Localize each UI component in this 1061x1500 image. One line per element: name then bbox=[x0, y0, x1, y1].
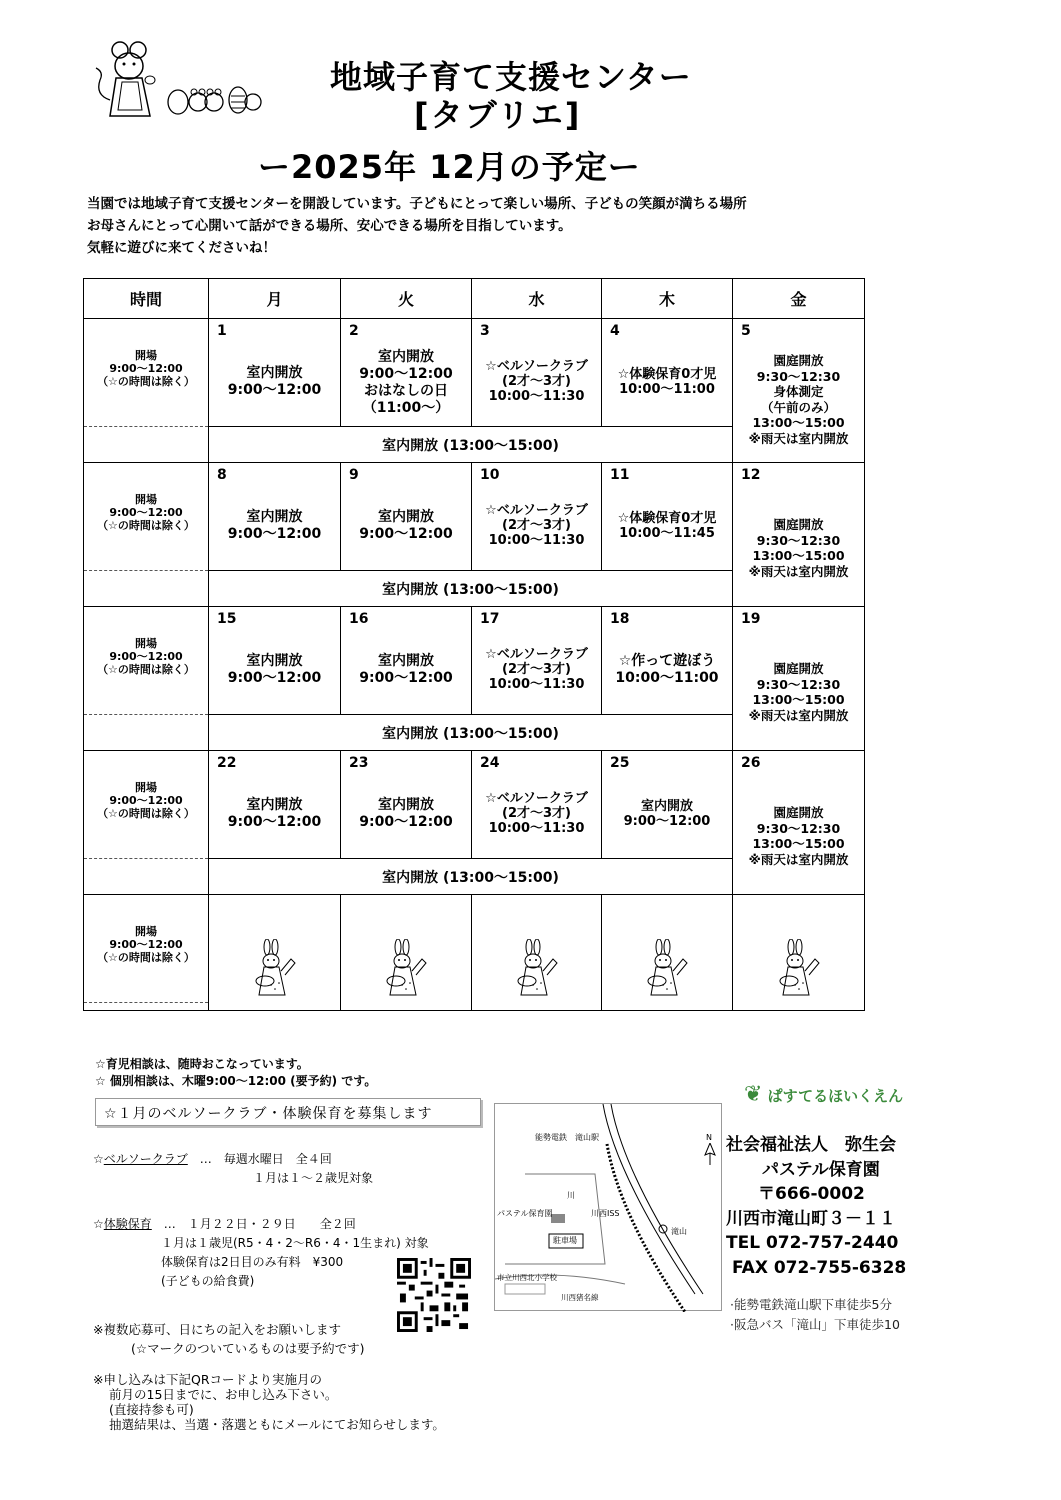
apply-line: (直接持参も可) bbox=[109, 1402, 194, 1417]
page-subtitle: [タブリエ] bbox=[414, 96, 582, 134]
day-number: 26 bbox=[741, 755, 761, 771]
week-row bbox=[84, 607, 865, 715]
event-line: 園庭開放 bbox=[773, 661, 824, 676]
day-cell bbox=[472, 463, 602, 571]
empty-day-cell bbox=[341, 895, 472, 1011]
time-label-line: 開場 bbox=[135, 493, 157, 506]
org-fax: FAX 072-755-6328 bbox=[732, 1257, 907, 1278]
time-label-line: （☆の時間は除く） bbox=[97, 807, 195, 820]
nursery-logo bbox=[744, 1082, 903, 1107]
day-number: 1 bbox=[217, 323, 227, 339]
time-label-line: 9:00〜12:00 bbox=[109, 938, 183, 951]
header-mon: 月 bbox=[209, 279, 341, 319]
apply-line: 抽選結果は、当選・落選ともにメールにてお知らせします。 bbox=[109, 1417, 445, 1432]
multi-line: (☆マークのついているものは要予約です) bbox=[131, 1341, 365, 1356]
bunny-icon bbox=[515, 939, 559, 999]
event-line: おはなしの日 bbox=[364, 383, 448, 399]
event-line: 室内開放 bbox=[378, 797, 434, 813]
event-line: 9:00〜12:00 bbox=[227, 670, 322, 686]
day-event bbox=[733, 661, 864, 723]
bell-club-info: ☆ベルソークラブ … 毎週水曜日 全４回 １月は１〜２歳児対象 bbox=[93, 1150, 373, 1188]
event-line: ☆ベルソークラブ bbox=[485, 503, 588, 518]
intro-line: お母さんにとって心開いて話ができる場所、安心できる場所を目指しています。 bbox=[87, 218, 572, 234]
event-line: 9:30〜12:30 bbox=[756, 532, 841, 548]
header-thu: 木 bbox=[602, 279, 733, 319]
day-number: 24 bbox=[480, 755, 500, 771]
trial-title: 体験保育 bbox=[103, 1217, 152, 1231]
map-road-label: 川西猪名線 bbox=[561, 1293, 599, 1302]
event-line: 10:00〜11:00 bbox=[619, 382, 715, 397]
day-number: 22 bbox=[217, 755, 237, 771]
bunny-icon bbox=[645, 939, 689, 999]
day-number: 2 bbox=[349, 323, 359, 339]
multi-note bbox=[93, 1320, 364, 1358]
event-line: (2才〜3才) bbox=[502, 806, 571, 821]
day-cell bbox=[341, 751, 472, 859]
trial-detail: … １月２２日・２９日 全２回 bbox=[163, 1217, 356, 1231]
afternoon-open: 室内開放 (13:00〜15:00) bbox=[209, 427, 733, 463]
event-line: (2才〜3才) bbox=[502, 662, 571, 677]
event-line: ☆作って遊ぼう bbox=[618, 653, 716, 669]
day-number: 23 bbox=[349, 755, 369, 771]
empty-day-cell bbox=[602, 895, 733, 1011]
day-event bbox=[209, 365, 340, 399]
map-iss-label: 川西ISS bbox=[591, 1209, 620, 1218]
event-line: 9:00〜12:00 bbox=[359, 526, 453, 542]
day-cell bbox=[733, 319, 865, 463]
empty-day-cell bbox=[472, 895, 602, 1011]
time-cell bbox=[84, 319, 209, 463]
week-row bbox=[84, 463, 865, 571]
event-line: ☆ベルソークラブ bbox=[485, 359, 588, 374]
bell-club-target: １月は１〜２歳児対象 bbox=[253, 1171, 374, 1185]
week-row bbox=[84, 895, 865, 1011]
consultation-notes bbox=[95, 1056, 376, 1090]
day-cell bbox=[602, 607, 733, 715]
access-line: 阪急バス「滝山」下車徒歩10 bbox=[733, 1317, 900, 1332]
map-mountain-label: 滝山 bbox=[671, 1227, 687, 1236]
event-line: 9:30〜12:30 bbox=[756, 676, 841, 692]
time-label-line: （☆の時間は除く） bbox=[97, 375, 195, 388]
bunny-icon bbox=[384, 939, 428, 999]
time-label-line: 開場 bbox=[135, 925, 157, 938]
day-cell bbox=[472, 751, 602, 859]
event-line: ※雨天は室内開放 bbox=[748, 430, 849, 446]
time-cell bbox=[84, 751, 209, 895]
event-line: ☆体験保育0才児 bbox=[617, 511, 717, 526]
time-label bbox=[84, 319, 208, 388]
note-line: ☆ 個別相談は、木曜9:00〜12:00 (要予約) です。 bbox=[95, 1074, 377, 1088]
day-event bbox=[472, 359, 601, 404]
day-number: 11 bbox=[610, 467, 630, 483]
day-event bbox=[733, 353, 864, 446]
day-cell bbox=[472, 607, 602, 715]
page-title: 地域子育て支援センター bbox=[330, 58, 692, 96]
header-tue: 火 bbox=[341, 279, 472, 319]
header-fri: 金 bbox=[733, 279, 865, 319]
day-event bbox=[602, 799, 732, 829]
time-label-line: 9:00〜12:00 bbox=[109, 650, 183, 663]
map-school-label: 市立川西北小学校 bbox=[497, 1273, 557, 1282]
day-event bbox=[602, 653, 732, 687]
empty-day-cell bbox=[733, 895, 865, 1011]
apply-note bbox=[93, 1372, 445, 1432]
event-line: 10:00〜11:45 bbox=[619, 526, 715, 541]
week-row bbox=[84, 319, 865, 427]
time-label-line: （☆の時間は除く） bbox=[97, 663, 195, 676]
map-station-label: 能勢電鉄 滝山駅 bbox=[535, 1133, 599, 1142]
time-label bbox=[84, 895, 208, 964]
event-line: 9:00〜12:00 bbox=[359, 670, 453, 686]
multi-line: ※複数応募可、日にちの記入をお願いします bbox=[93, 1322, 341, 1337]
day-cell bbox=[341, 607, 472, 715]
organization-info bbox=[726, 1133, 906, 1280]
day-cell bbox=[733, 751, 865, 895]
day-event bbox=[341, 509, 471, 543]
day-cell bbox=[733, 607, 865, 751]
access-info: ·能勢電鉄滝山駅下車徒歩5分 ·阪急バス「滝山」下車徒歩10 bbox=[730, 1297, 900, 1332]
north-indicator: N bbox=[706, 1133, 712, 1142]
day-event bbox=[602, 511, 732, 541]
day-number: 25 bbox=[610, 755, 630, 771]
event-line: 13:00〜15:00 bbox=[752, 836, 845, 851]
mouse-illustration bbox=[90, 40, 270, 125]
day-number: 12 bbox=[741, 467, 761, 483]
schedule-calendar bbox=[83, 278, 865, 1011]
note-line: ☆育児相談は、随時おこなっています。 bbox=[95, 1057, 309, 1071]
time-label-line: （☆の時間は除く） bbox=[97, 951, 195, 964]
event-line: 9:30〜12:30 bbox=[756, 368, 841, 384]
day-number: 4 bbox=[610, 323, 620, 339]
event-line: 10:00〜11:30 bbox=[488, 821, 585, 836]
time-label-line: 開場 bbox=[135, 637, 157, 650]
intro-line: 当園では地域子育て支援センターを開設しています。子どもにとって楽しい場所、子どもの笑顔が満ちる場所 bbox=[87, 196, 747, 212]
event-line: 園庭開放 bbox=[773, 805, 824, 820]
time-cell bbox=[84, 463, 209, 607]
event-line: 9:00〜12:00 bbox=[227, 814, 322, 830]
day-event bbox=[209, 653, 340, 687]
day-cell bbox=[602, 319, 733, 427]
trial-target: １月は１歳児(R5・4・2〜R6・4・1生まれ) 対象 bbox=[161, 1236, 429, 1250]
trial-fee-note: (子どもの給食費) bbox=[161, 1274, 255, 1288]
day-event bbox=[602, 367, 732, 397]
recruit-banner: ☆１月のベルソークラブ・体験保育を募集します bbox=[95, 1098, 481, 1126]
map-river-label: 川 bbox=[567, 1191, 575, 1200]
leaf-icon: ❦ bbox=[744, 1082, 763, 1107]
time-label-line: 開場 bbox=[135, 349, 157, 362]
day-cell bbox=[602, 751, 733, 859]
bell-club-detail: … 毎週水曜日 全４回 bbox=[199, 1152, 332, 1166]
calendar-header-row bbox=[84, 279, 865, 319]
event-line: 9:30〜12:30 bbox=[756, 820, 841, 836]
org-tel: TEL 072-757-2440 bbox=[726, 1233, 899, 1253]
event-line: 室内開放 bbox=[246, 365, 303, 381]
event-line: 室内開放 bbox=[378, 509, 434, 525]
event-line: 13:00〜15:00 bbox=[752, 415, 845, 430]
org-address: 川西市滝山町３－１１ bbox=[726, 1208, 896, 1229]
trial-info: ☆体験保育 … １月２２日・２９日 全２回 １月は１歳児(R5・4・2〜R6・4・1生まれ) 対象 体験保育は2日目のみ有料 ¥300 (子どもの給食費) bbox=[93, 1215, 429, 1291]
org-corp: 社会福祉法人 弥生会 bbox=[726, 1135, 896, 1155]
day-number: 15 bbox=[217, 611, 237, 627]
day-number: 16 bbox=[349, 611, 369, 627]
time-label bbox=[84, 607, 208, 676]
compass-icon bbox=[703, 1143, 717, 1165]
event-line: ※雨天は室内開放 bbox=[748, 707, 849, 723]
apply-line: 前月の15日までに、お申し込み下さい。 bbox=[109, 1387, 338, 1402]
event-line: 室内開放 bbox=[246, 653, 303, 669]
intro-text bbox=[87, 193, 747, 259]
day-number: 18 bbox=[610, 611, 630, 627]
event-line: ☆体験保育0才児 bbox=[617, 367, 717, 382]
event-line: ☆ベルソークラブ bbox=[485, 791, 588, 806]
afternoon-open: 室内開放 (13:00〜15:00) bbox=[209, 715, 733, 751]
event-line: ※雨天は室内開放 bbox=[748, 851, 849, 867]
day-event bbox=[733, 805, 864, 867]
org-name: パステル保育園 bbox=[762, 1159, 880, 1180]
map-nursery-label: パステル保育園 bbox=[497, 1209, 553, 1218]
day-event bbox=[209, 797, 340, 831]
time-label-line: 9:00〜12:00 bbox=[109, 362, 183, 375]
empty-day-cell bbox=[209, 895, 341, 1011]
day-cell bbox=[209, 463, 341, 571]
day-event bbox=[209, 509, 340, 543]
day-number: 5 bbox=[741, 323, 751, 339]
event-line: 室内開放 bbox=[640, 799, 693, 814]
afternoon-open: 室内開放 (13:00〜15:00) bbox=[209, 859, 733, 895]
trial-fee: 体験保育は2日目のみ有料 ¥300 bbox=[161, 1255, 344, 1269]
org-zip: 〒666-0002 bbox=[758, 1184, 865, 1204]
day-cell bbox=[209, 751, 341, 859]
map-parking-label: 駐車場 bbox=[553, 1236, 577, 1245]
day-cell bbox=[341, 463, 472, 571]
day-number: 17 bbox=[480, 611, 500, 627]
day-number: 10 bbox=[480, 467, 500, 483]
day-cell bbox=[209, 607, 341, 715]
header-wed: 水 bbox=[472, 279, 602, 319]
access-line: 能勢電鉄滝山駅下車徒歩5分 bbox=[733, 1297, 892, 1312]
event-line: ※雨天は室内開放 bbox=[748, 563, 849, 579]
time-label-line: 9:00〜12:00 bbox=[109, 506, 183, 519]
event-line: 9:00〜12:00 bbox=[359, 366, 453, 382]
logo-text: ぱすてるほいくえん bbox=[767, 1087, 904, 1105]
day-event bbox=[472, 647, 601, 692]
event-line: （午前のみ） bbox=[760, 399, 836, 415]
event-line: 9:00〜12:00 bbox=[623, 814, 711, 829]
event-line: 10:00〜11:30 bbox=[488, 677, 585, 692]
access-map bbox=[494, 1103, 722, 1311]
time-cell bbox=[84, 895, 209, 1011]
event-line: 13:00〜15:00 bbox=[752, 548, 845, 563]
apply-line: ※申し込みは下記QRコードより実施月の bbox=[93, 1372, 322, 1387]
day-event bbox=[341, 653, 471, 687]
day-event bbox=[472, 791, 601, 836]
event-line: 9:00〜12:00 bbox=[359, 814, 453, 830]
event-line: 9:00〜12:00 bbox=[227, 382, 322, 398]
time-label bbox=[84, 751, 208, 820]
week-row bbox=[84, 751, 865, 859]
time-label-line: 9:00〜12:00 bbox=[109, 794, 183, 807]
time-cell bbox=[84, 607, 209, 751]
qr-code[interactable] bbox=[397, 1258, 471, 1332]
day-cell bbox=[472, 319, 602, 427]
day-event bbox=[472, 503, 601, 548]
event-line: (2才〜3才) bbox=[502, 374, 571, 389]
header-time: 時間 bbox=[84, 279, 209, 319]
time-label-line: 開場 bbox=[135, 781, 157, 794]
day-cell bbox=[602, 463, 733, 571]
day-number: 8 bbox=[217, 467, 227, 483]
event-line: 10:00〜11:00 bbox=[615, 670, 719, 686]
day-cell bbox=[733, 463, 865, 607]
event-line: 園庭開放 bbox=[773, 353, 824, 368]
event-line: 身体測定 bbox=[773, 384, 824, 399]
day-event bbox=[733, 517, 864, 579]
event-line: 9:00〜12:00 bbox=[227, 526, 322, 542]
day-event bbox=[341, 797, 471, 831]
day-number: 19 bbox=[741, 611, 761, 627]
event-line: 室内開放 bbox=[378, 349, 434, 365]
event-line: 室内開放 bbox=[246, 797, 303, 813]
event-line: 室内開放 bbox=[246, 509, 303, 525]
day-cell bbox=[341, 319, 472, 427]
bell-club-title: ベルソークラブ bbox=[103, 1152, 188, 1166]
event-line: 13:00〜15:00 bbox=[752, 692, 845, 707]
intro-line: 気軽に遊びに来てくださいね！ bbox=[87, 240, 276, 256]
day-number: 3 bbox=[480, 323, 490, 339]
event-line: （11:00〜） bbox=[362, 400, 450, 416]
day-cell bbox=[209, 319, 341, 427]
time-label-line: （☆の時間は除く） bbox=[97, 519, 195, 532]
bunny-icon bbox=[253, 939, 297, 999]
afternoon-open: 室内開放 (13:00〜15:00) bbox=[209, 571, 733, 607]
day-event bbox=[341, 349, 471, 417]
event-line: 10:00〜11:30 bbox=[488, 533, 585, 548]
event-line: 室内開放 bbox=[378, 653, 434, 669]
month-heading: ー2025年 12月の予定ー bbox=[258, 148, 641, 186]
day-number: 9 bbox=[349, 467, 359, 483]
time-label bbox=[84, 463, 208, 532]
event-line: (2才〜3才) bbox=[502, 518, 571, 533]
bunny-icon bbox=[777, 939, 821, 999]
event-line: 園庭開放 bbox=[773, 517, 824, 532]
event-line: 10:00〜11:30 bbox=[488, 389, 585, 404]
event-line: ☆ベルソークラブ bbox=[485, 647, 588, 662]
